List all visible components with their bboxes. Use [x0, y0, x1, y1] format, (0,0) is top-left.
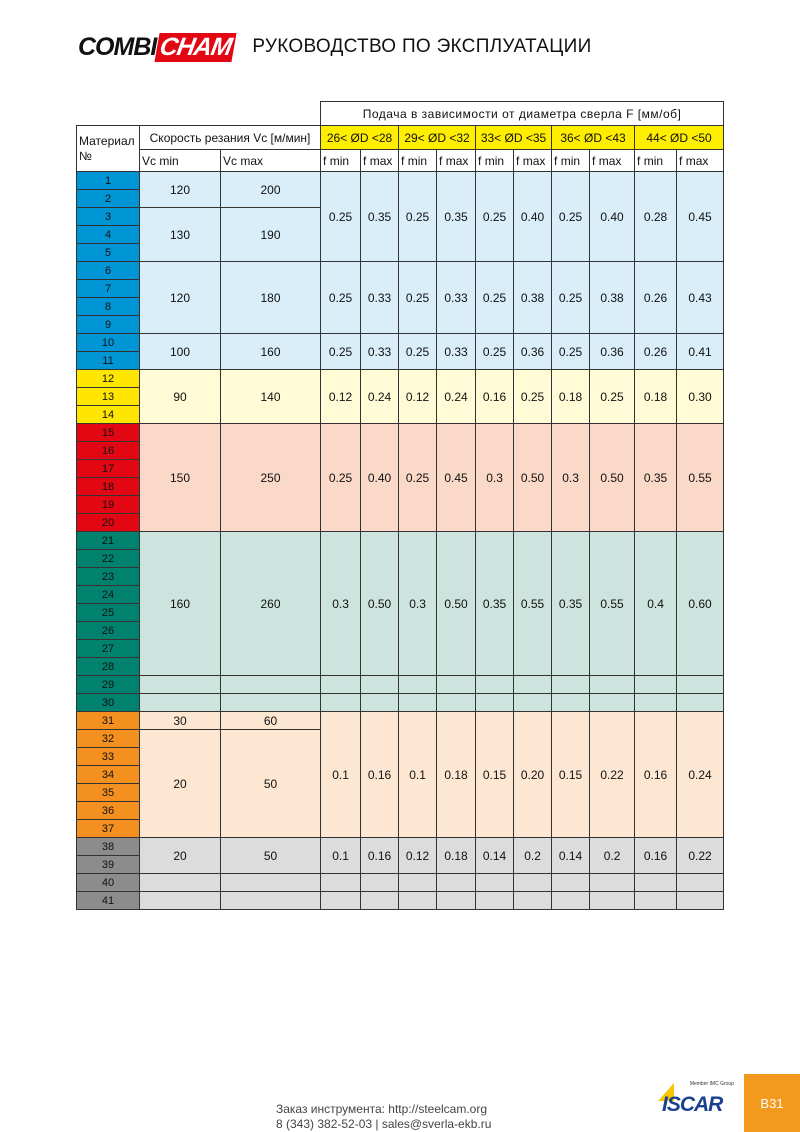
f-min-cell: 0.35 — [635, 424, 677, 532]
f-min-cell — [321, 676, 361, 694]
vc-max-cell — [221, 874, 321, 892]
vc-min-cell: 100 — [140, 334, 221, 370]
material-number: 17 — [77, 460, 140, 478]
vc-min-cell: 150 — [140, 424, 221, 532]
f-min-cell: 0.15 — [552, 712, 590, 838]
material-number: 33 — [77, 748, 140, 766]
f-max-cell: 0.40 — [361, 424, 399, 532]
f-min-cell — [552, 874, 590, 892]
material-number: 20 — [77, 514, 140, 532]
f-min-cell: 0.25 — [399, 424, 437, 532]
vc-max-cell — [221, 676, 321, 694]
f-max-cell: 0.25 — [514, 370, 552, 424]
f-min-cell — [321, 694, 361, 712]
f-min-cell — [321, 874, 361, 892]
f-max-cell: 0.24 — [677, 712, 724, 838]
material-number: 7 — [77, 280, 140, 298]
f-min-cell: 0.14 — [476, 838, 514, 874]
f-max-cell: 0.16 — [361, 838, 399, 874]
f-min-cell: 0.12 — [321, 370, 361, 424]
material-number: 4 — [77, 226, 140, 244]
f-min-cell — [399, 694, 437, 712]
f-max-cell — [361, 892, 399, 910]
f-max-cell — [590, 892, 635, 910]
f-max-cell: 0.45 — [437, 424, 476, 532]
f-min-cell: 0.25 — [321, 424, 361, 532]
f-min-cell: 0.25 — [476, 172, 514, 262]
table-header-row-3 — [77, 150, 724, 172]
material-number: 38 — [77, 838, 140, 856]
f-min-cell — [635, 676, 677, 694]
f-max-cell: 0.55 — [677, 424, 724, 532]
f-max-cell — [677, 694, 724, 712]
f-max-cell — [361, 694, 399, 712]
table-row — [77, 262, 724, 280]
f-min-cell: 0.16 — [635, 712, 677, 838]
f-min-cell: 0.35 — [552, 532, 590, 676]
f-min-cell: 0.25 — [399, 334, 437, 370]
f-min-cell — [476, 694, 514, 712]
material-number: 34 — [77, 766, 140, 784]
material-number: 13 — [77, 388, 140, 406]
material-number: 32 — [77, 730, 140, 748]
f-max-cell: 0.55 — [514, 532, 552, 676]
f-min-cell — [476, 874, 514, 892]
vc-max-cell: 250 — [221, 424, 321, 532]
f-max-cell: 0.41 — [677, 334, 724, 370]
f-min-cell: 0.15 — [476, 712, 514, 838]
f-max-cell — [677, 892, 724, 910]
table-header-row-1 — [77, 102, 724, 126]
f-min-cell — [552, 676, 590, 694]
f-min-cell: 0.16 — [635, 838, 677, 874]
f-max-cell: 0.50 — [514, 424, 552, 532]
vc-max-cell: 160 — [221, 334, 321, 370]
f-max-cell — [437, 874, 476, 892]
feed-header: Подача в зависимости от диаметра сверла F [мм/об] — [321, 102, 724, 126]
diameter-range-header: 33< ØD <35 — [476, 126, 552, 150]
f-min-cell: 0.3 — [476, 424, 514, 532]
material-number: 29 — [77, 676, 140, 694]
f-min-cell: 0.25 — [399, 262, 437, 334]
vc-min-cell: 20 — [140, 838, 221, 874]
f-min-cell: 0.25 — [552, 172, 590, 262]
table-row — [77, 694, 724, 712]
f-min-cell: 0.12 — [399, 370, 437, 424]
f-max-header: f max — [514, 150, 552, 172]
material-number: 24 — [77, 586, 140, 604]
f-min-cell: 0.25 — [476, 262, 514, 334]
material-number: 41 — [77, 892, 140, 910]
f-max-cell — [514, 694, 552, 712]
vc-min-cell — [140, 874, 221, 892]
vc-min-cell: 30 — [140, 712, 221, 730]
f-max-cell — [514, 892, 552, 910]
table-row — [77, 712, 724, 730]
f-min-cell: 0.35 — [476, 532, 514, 676]
footer-contacts — [276, 1102, 491, 1132]
table-header-row-2 — [77, 126, 724, 150]
f-min-cell — [399, 892, 437, 910]
f-max-cell: 0.16 — [361, 712, 399, 838]
material-number: 3 — [77, 208, 140, 226]
f-max-header: f max — [361, 150, 399, 172]
material-number: 15 — [77, 424, 140, 442]
f-min-cell: 0.28 — [635, 172, 677, 262]
vc-max-cell: 60 — [221, 712, 321, 730]
f-max-cell: 0.33 — [361, 334, 399, 370]
vc-min-cell — [140, 892, 221, 910]
vc-min-cell: 120 — [140, 262, 221, 334]
material-number: 8 — [77, 298, 140, 316]
diameter-range-header: 29< ØD <32 — [399, 126, 476, 150]
f-max-cell: 0.35 — [437, 172, 476, 262]
material-number: 36 — [77, 802, 140, 820]
f-max-cell — [590, 676, 635, 694]
f-min-cell: 0.14 — [552, 838, 590, 874]
f-max-cell: 0.22 — [677, 838, 724, 874]
f-min-cell: 0.26 — [635, 334, 677, 370]
f-max-cell: 0.20 — [514, 712, 552, 838]
f-max-cell: 0.36 — [590, 334, 635, 370]
f-min-cell: 0.3 — [552, 424, 590, 532]
f-min-cell: 0.1 — [321, 712, 361, 838]
f-min-header: f min — [321, 150, 361, 172]
material-number: 10 — [77, 334, 140, 352]
vc-min-cell: 20 — [140, 730, 221, 838]
vc-max-cell: 260 — [221, 532, 321, 676]
f-max-cell — [590, 874, 635, 892]
f-min-cell: 0.18 — [635, 370, 677, 424]
table-row — [77, 370, 724, 388]
f-max-cell: 0.50 — [361, 532, 399, 676]
f-min-cell — [476, 676, 514, 694]
f-max-cell: 0.24 — [437, 370, 476, 424]
f-max-cell: 0.24 — [361, 370, 399, 424]
f-max-cell — [361, 874, 399, 892]
material-number: 14 — [77, 406, 140, 424]
material-number: 11 — [77, 352, 140, 370]
f-max-header: f max — [590, 150, 635, 172]
f-min-cell: 0.3 — [399, 532, 437, 676]
f-min-cell: 0.25 — [321, 262, 361, 334]
table-row — [77, 424, 724, 442]
table-row — [77, 676, 724, 694]
material-number: 6 — [77, 262, 140, 280]
f-min-cell: 0.1 — [321, 838, 361, 874]
f-min-cell — [476, 892, 514, 910]
page-number: B31 — [744, 1074, 800, 1132]
vc-max-cell — [221, 694, 321, 712]
f-max-cell: 0.60 — [677, 532, 724, 676]
f-max-cell — [437, 676, 476, 694]
material-number: 16 — [77, 442, 140, 460]
f-min-header: f min — [552, 150, 590, 172]
f-min-cell: 0.16 — [476, 370, 514, 424]
vc-max-cell — [221, 892, 321, 910]
vc-max-cell: 180 — [221, 262, 321, 334]
material-number: 37 — [77, 820, 140, 838]
f-min-cell: 0.12 — [399, 838, 437, 874]
f-min-header: f min — [476, 150, 514, 172]
diameter-range-header: 36< ØD <43 — [552, 126, 635, 150]
f-max-cell — [437, 892, 476, 910]
f-max-cell: 0.25 — [590, 370, 635, 424]
vc-min-cell: 130 — [140, 208, 221, 262]
f-min-cell: 0.25 — [552, 334, 590, 370]
f-max-cell: 0.22 — [590, 712, 635, 838]
f-min-cell — [399, 874, 437, 892]
f-min-cell — [321, 892, 361, 910]
f-max-cell: 0.38 — [514, 262, 552, 334]
header-blank — [77, 102, 321, 126]
material-number: 25 — [77, 604, 140, 622]
f-min-cell — [552, 694, 590, 712]
f-min-cell: 0.25 — [476, 334, 514, 370]
vc-max-cell: 50 — [221, 730, 321, 838]
f-max-cell: 0.40 — [590, 172, 635, 262]
f-min-header: f min — [399, 150, 437, 172]
material-number: 5 — [77, 244, 140, 262]
iscar-logo: Member IMC Group ISCAR — [658, 1081, 736, 1117]
speed-header: Скорость резания Vc [м/мин] — [140, 126, 321, 150]
material-number: 35 — [77, 784, 140, 802]
vc-min-cell — [140, 676, 221, 694]
material-header: Материал № — [77, 126, 140, 172]
material-number: 28 — [77, 658, 140, 676]
f-max-cell: 0.36 — [514, 334, 552, 370]
table-row — [77, 334, 724, 352]
vc-min-cell — [140, 694, 221, 712]
f-max-cell: 0.30 — [677, 370, 724, 424]
f-max-cell — [677, 874, 724, 892]
f-min-cell: 0.1 — [399, 712, 437, 838]
vc-max-cell: 50 — [221, 838, 321, 874]
f-max-cell — [677, 676, 724, 694]
f-max-cell: 0.2 — [590, 838, 635, 874]
diameter-range-header: 26< ØD <28 — [321, 126, 399, 150]
f-max-header: f max — [677, 150, 724, 172]
f-min-cell — [399, 676, 437, 694]
contact-line[interactable]: 8 (343) 382-52-03 | sales@sverla-ekb.ru — [276, 1117, 492, 1131]
cutting-data-table — [76, 101, 724, 910]
f-min-cell — [552, 892, 590, 910]
f-max-cell: 0.35 — [361, 172, 399, 262]
material-number: 30 — [77, 694, 140, 712]
material-number: 19 — [77, 496, 140, 514]
f-max-cell: 0.38 — [590, 262, 635, 334]
f-min-cell: 0.26 — [635, 262, 677, 334]
table-row — [77, 874, 724, 892]
f-max-cell: 0.40 — [514, 172, 552, 262]
f-min-cell — [635, 892, 677, 910]
vc-max-cell: 200 — [221, 172, 321, 208]
material-number: 26 — [77, 622, 140, 640]
vc-min-cell: 120 — [140, 172, 221, 208]
f-min-cell — [635, 694, 677, 712]
table-row — [77, 532, 724, 550]
f-max-cell — [514, 676, 552, 694]
order-link[interactable]: Заказ инструмента: http://steelcam.org — [276, 1102, 488, 1116]
f-max-cell: 0.55 — [590, 532, 635, 676]
f-max-cell — [514, 874, 552, 892]
f-max-cell — [590, 694, 635, 712]
f-max-cell — [361, 676, 399, 694]
f-max-cell: 0.18 — [437, 838, 476, 874]
vc-min-cell: 90 — [140, 370, 221, 424]
f-max-cell: 0.18 — [437, 712, 476, 838]
vc-min-header: Vc min — [140, 150, 221, 172]
f-min-cell: 0.25 — [552, 262, 590, 334]
material-number: 27 — [77, 640, 140, 658]
material-number: 22 — [77, 550, 140, 568]
f-max-cell: 0.50 — [590, 424, 635, 532]
f-max-cell: 0.33 — [361, 262, 399, 334]
f-max-cell: 0.50 — [437, 532, 476, 676]
material-number: 31 — [77, 712, 140, 730]
page-title: РУКОВОДСТВО ПО ЭКСПЛУАТАЦИИ — [252, 36, 592, 57]
f-min-cell: 0.18 — [552, 370, 590, 424]
table-row — [77, 172, 724, 190]
f-min-cell: 0.3 — [321, 532, 361, 676]
f-max-cell — [437, 694, 476, 712]
f-max-cell: 0.45 — [677, 172, 724, 262]
page-header — [78, 30, 592, 64]
f-max-cell: 0.43 — [677, 262, 724, 334]
material-number: 21 — [77, 532, 140, 550]
vc-max-cell: 190 — [221, 208, 321, 262]
vc-max-cell: 140 — [221, 370, 321, 424]
material-number: 2 — [77, 190, 140, 208]
diameter-range-header: 44< ØD <50 — [635, 126, 724, 150]
f-min-cell: 0.25 — [321, 334, 361, 370]
material-number: 39 — [77, 856, 140, 874]
f-max-header: f max — [437, 150, 476, 172]
material-number: 40 — [77, 874, 140, 892]
material-number: 18 — [77, 478, 140, 496]
material-number: 23 — [77, 568, 140, 586]
f-max-cell: 0.33 — [437, 334, 476, 370]
f-max-cell: 0.2 — [514, 838, 552, 874]
f-min-cell: 0.25 — [321, 172, 361, 262]
f-min-cell — [635, 874, 677, 892]
material-number: 12 — [77, 370, 140, 388]
table-row — [77, 838, 724, 856]
combicham-logo: COMBI CHAM — [78, 33, 234, 62]
vc-min-cell: 160 — [140, 532, 221, 676]
material-number: 9 — [77, 316, 140, 334]
f-min-cell: 0.25 — [399, 172, 437, 262]
f-max-cell: 0.33 — [437, 262, 476, 334]
table-row — [77, 892, 724, 910]
vc-max-header: Vc max — [221, 150, 321, 172]
material-number: 1 — [77, 172, 140, 190]
f-min-header: f min — [635, 150, 677, 172]
f-min-cell: 0.4 — [635, 532, 677, 676]
